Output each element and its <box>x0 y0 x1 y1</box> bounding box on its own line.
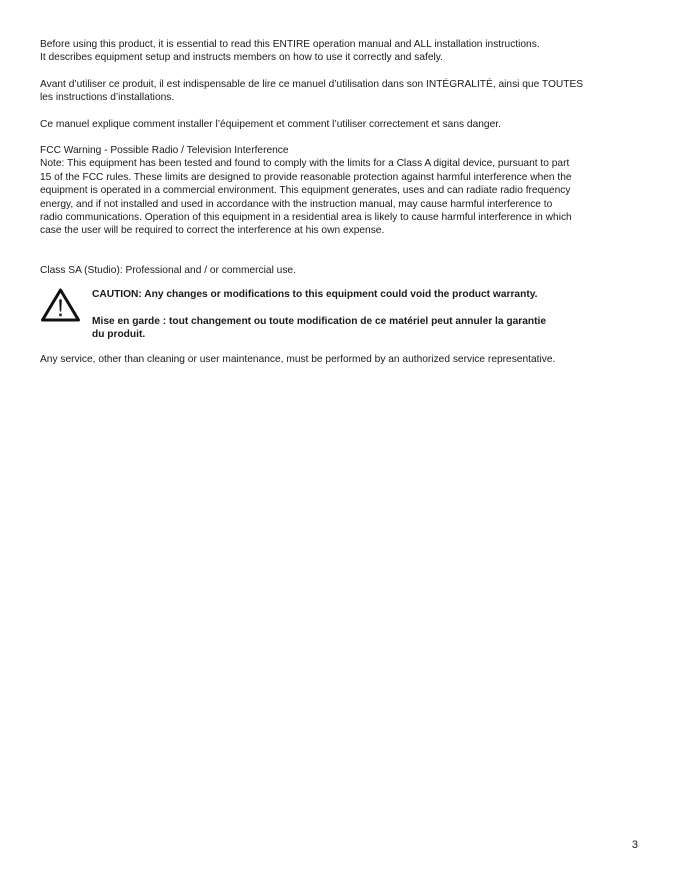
caution-french-line: Mise en garde : tout changement ou toute modification de ce matériel peut annuler la garantie <box>92 315 546 327</box>
intro-french <box>40 78 644 105</box>
intro-french-line: Avant d’utiliser ce produit, il est indispensable de lire ce manuel d’utilisation dans son INTÉGRALITÉ, ainsi que TOUTES <box>40 78 584 90</box>
fcc-warning-line: 15 of the FCC rules. These limits are designed to provide reasonable protection against harmful interference when the <box>40 171 572 183</box>
caution-text <box>92 288 546 341</box>
service-line: Any service, other than cleaning or user maintenance, must be performed by an authorized service representative. <box>40 354 556 366</box>
manual-description-french <box>40 118 644 131</box>
fcc-warning-line: energy, and if not installed and used in accordance with the instruction manual, may cause harmful interference to <box>40 198 553 210</box>
manual-description-line: Ce manuel explique comment installer l’équipement et comment l’utiliser correctement et sans danger. <box>40 118 501 130</box>
fcc-warning <box>40 144 644 238</box>
class-sa-line: Class SA (Studio): Professional and / or commercial use. <box>40 264 296 276</box>
intro-english-line: Before using this product, it is essential to read this ENTIRE operation manual and ALL installation instructions. <box>40 39 540 50</box>
class-sa-note <box>40 264 644 277</box>
warning-triangle-icon <box>40 287 81 323</box>
intro-english <box>40 38 644 65</box>
service-note <box>40 353 644 366</box>
fcc-warning-line: Note: This equipment has been tested and found to comply with the limits for a Class A digital device, pursuant to part <box>40 158 570 170</box>
caution-block <box>40 286 644 348</box>
caution-french <box>92 315 546 342</box>
page-content <box>40 38 644 367</box>
intro-english-line: It describes equipment setup and instructs members on how to use it correctly and safely. <box>40 52 443 64</box>
fcc-warning-heading: FCC Warning - Possible Radio / Television Interference <box>40 145 289 157</box>
page-number: 3 <box>631 839 638 851</box>
intro-french-line: les instructions d’installations. <box>40 92 175 104</box>
caution-english: CAUTION: Any changes or modifications to this equipment could void the product warranty. <box>92 289 538 301</box>
fcc-warning-line: case the user will be required to correct the interference at his own expense. <box>40 225 385 237</box>
fcc-warning-line: radio communications. Operation of this equipment in a residential area is likely to cause harmful interference in which <box>40 212 572 224</box>
caution-french-line: du produit. <box>92 329 146 341</box>
fcc-warning-line: equipment is operated in a commercial environment. This equipment generates, uses and can radiate radio frequency <box>40 185 571 197</box>
